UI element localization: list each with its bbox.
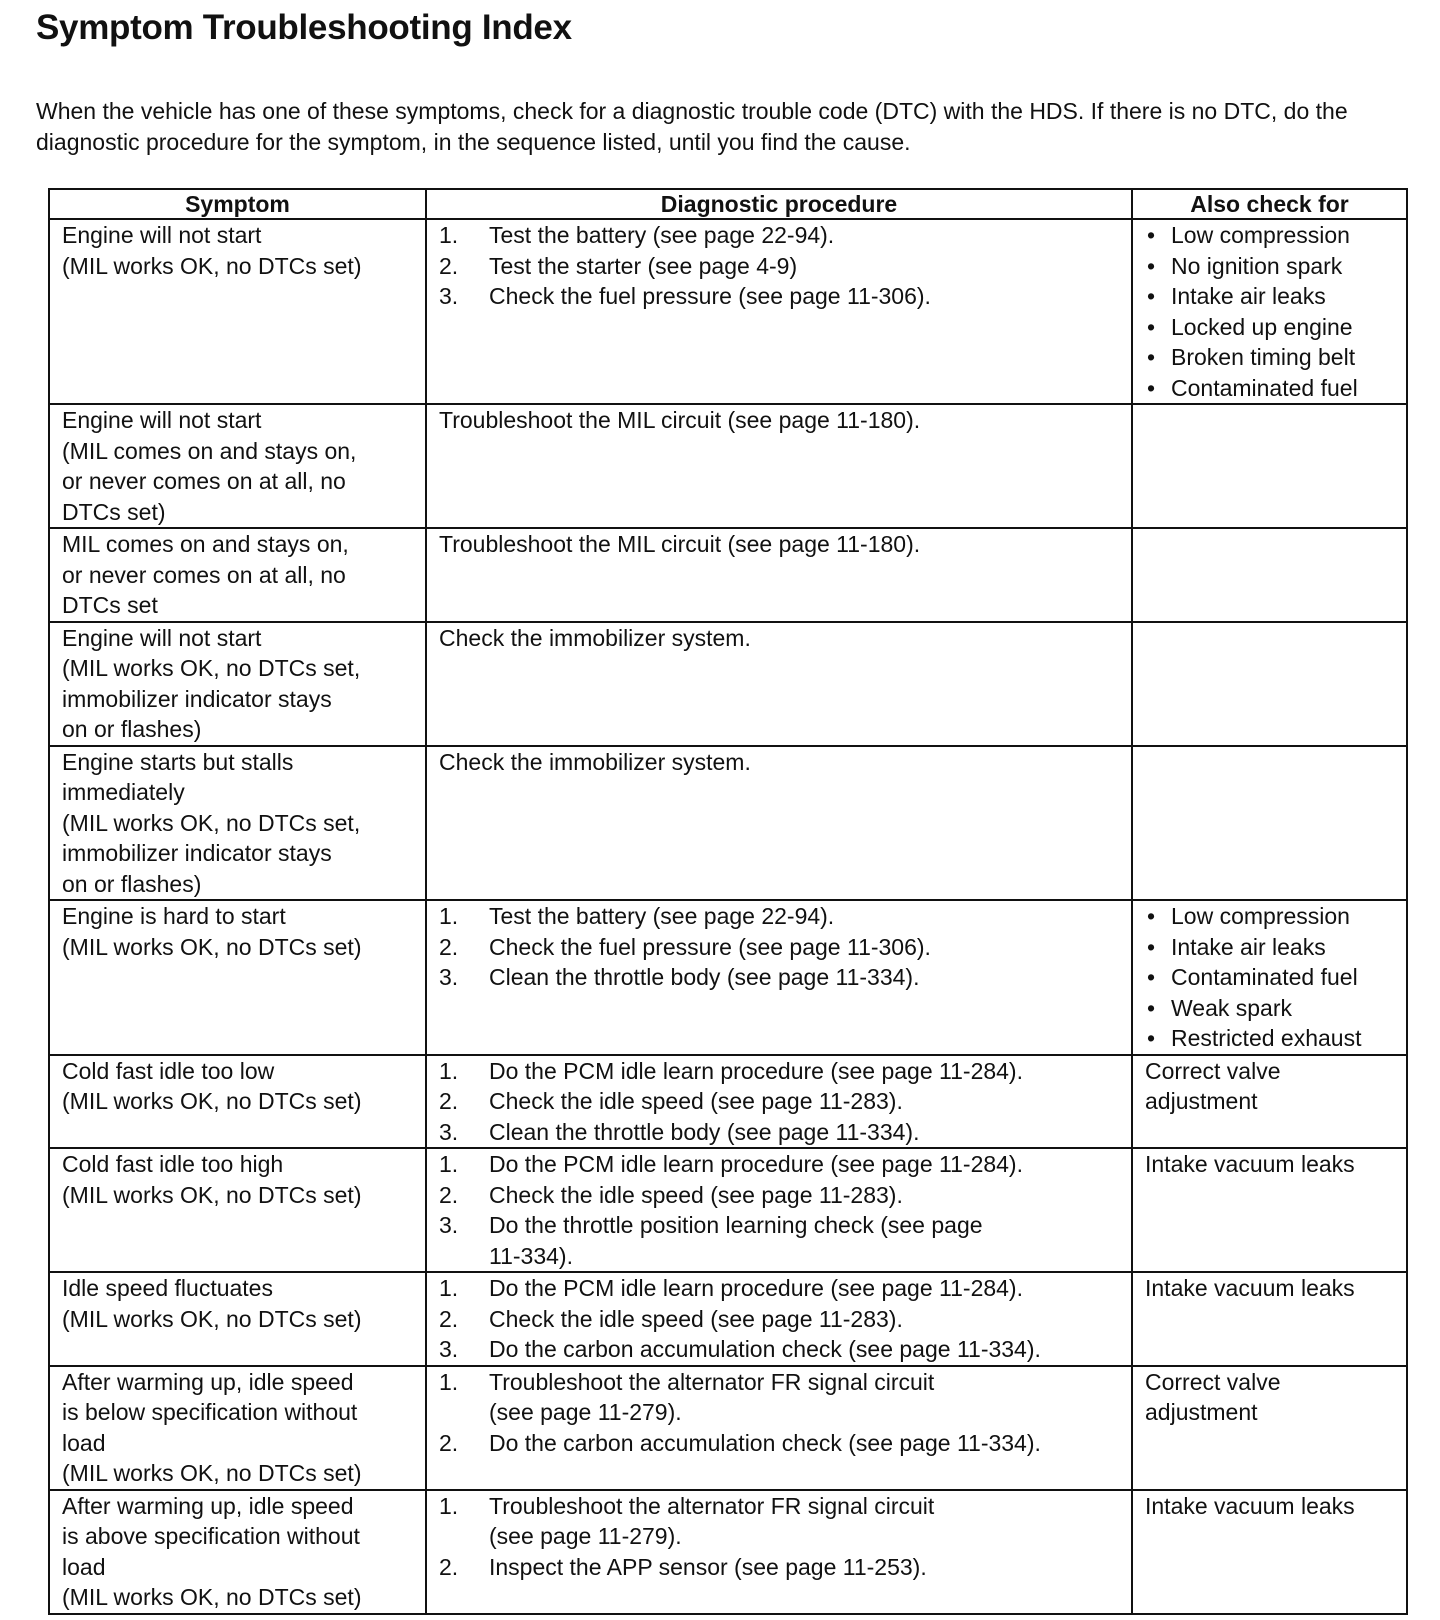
also-check-text: Correct valve adjustment (1145, 1368, 1281, 1425)
bullet-icon: • (1147, 964, 1156, 990)
procedure-steps (439, 220, 1125, 312)
table-row (49, 219, 1407, 404)
procedure-text: Troubleshoot the MIL circuit (see page 11-180). (439, 531, 921, 557)
step-number: 3. (439, 1212, 459, 1238)
table-body (49, 219, 1407, 1614)
step-number: 1. (439, 903, 459, 929)
procedure-cell (426, 746, 1132, 901)
step-text: Check the idle speed (see page 11-283). (489, 1088, 903, 1114)
also-check-text: Weak spark (1171, 994, 1293, 1021)
also-check-item (1145, 932, 1400, 963)
also-check-item (1145, 342, 1400, 373)
step-text: Do the PCM idle learn procedure (see page 11-284). (489, 1275, 1023, 1301)
bullet-icon: • (1147, 994, 1156, 1021)
step-number: 2. (439, 1088, 459, 1114)
also-check-cell (1132, 1272, 1407, 1366)
also-check-text: Broken timing belt (1171, 344, 1356, 370)
also-check-text: No ignition spark (1171, 252, 1343, 279)
symptom-cell (49, 1366, 426, 1490)
procedure-step (439, 220, 1125, 251)
step-text: Test the starter (see page 4-9) (489, 252, 798, 279)
symptom-text: After warming up, idle speed is below specification without load (MIL works OK, no DTCs set) (62, 1368, 362, 1486)
symptom-text: Engine is hard to start (MIL works OK, no DTCs set) (62, 903, 362, 960)
symptom-cell (49, 1490, 426, 1614)
procedure-step (439, 1304, 1125, 1335)
also-check-text: Intake vacuum leaks (1145, 1275, 1355, 1301)
step-number: 1. (439, 222, 459, 248)
bullet-icon: • (1147, 1025, 1156, 1051)
step-text: Do the PCM idle learn procedure (see page 11-284). (489, 1057, 1023, 1084)
step-number: 1. (439, 1368, 459, 1395)
table-row (49, 746, 1407, 901)
header-also-check-for: Also check for (1132, 189, 1407, 219)
symptom-text: Cold fast idle too high (MIL works OK, no DTCs set) (62, 1151, 362, 1208)
also-check-cell (1132, 1366, 1407, 1490)
procedure-step (439, 1056, 1125, 1087)
bullet-icon: • (1147, 374, 1156, 401)
procedure-step (439, 1334, 1125, 1365)
procedure-step (439, 1180, 1125, 1211)
also-check-text: Intake vacuum leaks (1145, 1492, 1355, 1519)
also-check-text: Correct valve adjustment (1145, 1057, 1281, 1114)
procedure-step (439, 1491, 1125, 1552)
procedure-step (439, 251, 1125, 282)
symptom-text: Engine starts but stalls immediately (MIL works OK, no DTCs set, immobilizer indicator stays on or flashes) (62, 748, 361, 897)
symptom-cell (49, 1055, 426, 1149)
bullet-icon: • (1147, 283, 1156, 309)
also-check-cell (1132, 746, 1407, 901)
bullet-icon: • (1147, 344, 1156, 370)
step-text: Troubleshoot the alternator FR signal circuit (see page 11-279). (489, 1368, 935, 1425)
also-check-text: Intake air leaks (1171, 933, 1326, 960)
also-check-item (1145, 373, 1400, 404)
step-number: 2. (439, 1181, 459, 1208)
also-check-item (1145, 312, 1400, 343)
procedure-cell (426, 622, 1132, 746)
step-text: Test the battery (see page 22-94). (489, 222, 835, 248)
procedure-steps (439, 1491, 1125, 1583)
procedure-cell (426, 528, 1132, 622)
step-number: 2. (439, 1305, 459, 1332)
symptom-text: MIL comes on and stays on, or never comes on at all, no DTCs set (62, 531, 349, 618)
symptom-text: Engine will not start (MIL works OK, no DTCs set, immobilizer indicator stays on or flashes) (62, 624, 361, 742)
procedure-steps (439, 1149, 1125, 1271)
step-text: Inspect the APP sensor (see page 11-253). (489, 1553, 927, 1580)
procedure-step (439, 1086, 1125, 1117)
procedure-step (439, 1552, 1125, 1583)
also-check-list (1145, 220, 1400, 403)
procedure-step (439, 1367, 1125, 1428)
procedure-step (439, 281, 1125, 312)
also-check-text: Locked up engine (1171, 313, 1353, 340)
symptom-cell (49, 900, 426, 1055)
also-check-item (1145, 901, 1400, 932)
page-title: Symptom Troubleshooting Index (36, 8, 572, 47)
also-check-text: Contaminated fuel (1171, 964, 1358, 990)
step-number: 2. (439, 1553, 459, 1580)
step-text: Check the fuel pressure (see page 11-306). (489, 933, 931, 960)
step-text: Check the idle speed (see page 11-283). (489, 1305, 903, 1332)
header-diagnostic-procedure: Diagnostic procedure (426, 189, 1132, 219)
step-number: 3. (439, 1336, 459, 1362)
also-check-cell (1132, 219, 1407, 404)
step-number: 3. (439, 964, 459, 990)
also-check-item (1145, 220, 1400, 251)
procedure-steps (439, 1056, 1125, 1148)
table-row (49, 1272, 1407, 1366)
procedure-step (439, 962, 1125, 993)
symptom-cell (49, 404, 426, 528)
symptom-cell (49, 1272, 426, 1366)
symptom-text: After warming up, idle speed is above specification without load (MIL works OK, no DTCs set) (62, 1492, 362, 1610)
step-number: 1. (439, 1492, 459, 1519)
procedure-step (439, 1149, 1125, 1180)
procedure-step (439, 1117, 1125, 1148)
also-check-text: Contaminated fuel (1171, 374, 1358, 401)
also-check-list (1145, 901, 1400, 1054)
step-number: 2. (439, 252, 459, 279)
step-number: 1. (439, 1151, 459, 1177)
bullet-icon: • (1147, 313, 1156, 340)
procedure-text: Check the immobilizer system. (439, 748, 751, 775)
procedure-cell (426, 1055, 1132, 1149)
step-number: 1. (439, 1275, 459, 1301)
table-row (49, 622, 1407, 746)
symptom-text: Cold fast idle too low (MIL works OK, no DTCs set) (62, 1057, 362, 1114)
also-check-text: Intake vacuum leaks (1145, 1151, 1355, 1177)
intro-paragraph: When the vehicle has one of these symptoms, check for a diagnostic trouble code (DTC) with the HDS. If there is no DTC, do the diagnostic procedure for the symptom, in the sequence listed, until you find the cause. (36, 98, 1348, 155)
also-check-text: Intake air leaks (1171, 283, 1326, 309)
procedure-cell (426, 1272, 1132, 1366)
procedure-steps (439, 1273, 1125, 1365)
also-check-text: Restricted exhaust (1171, 1025, 1362, 1051)
also-check-cell (1132, 404, 1407, 528)
symptom-cell (49, 528, 426, 622)
procedure-steps (439, 901, 1125, 993)
step-number: 3. (439, 1118, 459, 1145)
symptom-cell (49, 746, 426, 901)
symptom-text: Idle speed fluctuates (MIL works OK, no DTCs set) (62, 1275, 362, 1332)
procedure-step (439, 1273, 1125, 1304)
also-check-cell (1132, 1490, 1407, 1614)
symptom-cell (49, 219, 426, 404)
step-text: Do the carbon accumulation check (see page 11-334). (489, 1429, 1041, 1456)
step-text: Do the carbon accumulation check (see page 11-334). (489, 1336, 1041, 1362)
also-check-cell (1132, 1055, 1407, 1149)
symptom-cell (49, 1148, 426, 1272)
table-row (49, 1148, 1407, 1272)
table-row (49, 900, 1407, 1055)
procedure-steps (439, 1367, 1125, 1459)
symptom-text: Engine will not start (MIL works OK, no DTCs set) (62, 222, 362, 279)
procedure-cell (426, 1490, 1132, 1614)
symptom-text: Engine will not start (MIL comes on and stays on, or never comes on at all, no DTCs set) (62, 407, 357, 525)
also-check-text: Low compression (1171, 903, 1350, 929)
step-text: Check the idle speed (see page 11-283). (489, 1181, 903, 1208)
procedure-cell (426, 1366, 1132, 1490)
bullet-icon: • (1147, 252, 1156, 279)
step-number: 3. (439, 283, 459, 309)
step-number: 2. (439, 933, 459, 960)
step-text: Do the PCM idle learn procedure (see page 11-284). (489, 1151, 1023, 1177)
bullet-icon: • (1147, 222, 1156, 248)
procedure-text: Troubleshoot the MIL circuit (see page 11-180). (439, 407, 921, 433)
also-check-cell (1132, 1148, 1407, 1272)
step-text: Clean the throttle body (see page 11-334). (489, 964, 920, 990)
also-check-item (1145, 251, 1400, 282)
table-row (49, 1366, 1407, 1490)
procedure-step (439, 932, 1125, 963)
step-text: Do the throttle position learning check (see page 11-334). (489, 1212, 983, 1269)
symptom-table (48, 188, 1408, 1615)
also-check-item (1145, 962, 1400, 993)
step-text: Test the battery (see page 22-94). (489, 903, 835, 929)
also-check-item (1145, 993, 1400, 1024)
also-check-cell (1132, 900, 1407, 1055)
also-check-item (1145, 281, 1400, 312)
also-check-text: Low compression (1171, 222, 1350, 248)
procedure-cell (426, 219, 1132, 404)
also-check-cell (1132, 622, 1407, 746)
table-row (49, 1490, 1407, 1614)
also-check-item (1145, 1023, 1400, 1054)
table-row (49, 404, 1407, 528)
procedure-cell (426, 1148, 1132, 1272)
bullet-icon: • (1147, 903, 1156, 929)
step-text: Troubleshoot the alternator FR signal circuit (see page 11-279). (489, 1492, 935, 1549)
table-row (49, 528, 1407, 622)
procedure-step (439, 901, 1125, 932)
also-check-cell (1132, 528, 1407, 622)
step-text: Check the fuel pressure (see page 11-306). (489, 283, 931, 309)
procedure-step (439, 1210, 1125, 1271)
procedure-step (439, 1428, 1125, 1459)
header-symptom: Symptom (49, 189, 426, 219)
bullet-icon: • (1147, 933, 1156, 960)
step-number: 2. (439, 1429, 459, 1456)
symptom-cell (49, 622, 426, 746)
procedure-text: Check the immobilizer system. (439, 624, 751, 651)
procedure-cell (426, 900, 1132, 1055)
step-number: 1. (439, 1057, 459, 1084)
procedure-cell (426, 404, 1132, 528)
table-header-row (49, 189, 1407, 219)
table-row (49, 1055, 1407, 1149)
step-text: Clean the throttle body (see page 11-334). (489, 1118, 920, 1145)
